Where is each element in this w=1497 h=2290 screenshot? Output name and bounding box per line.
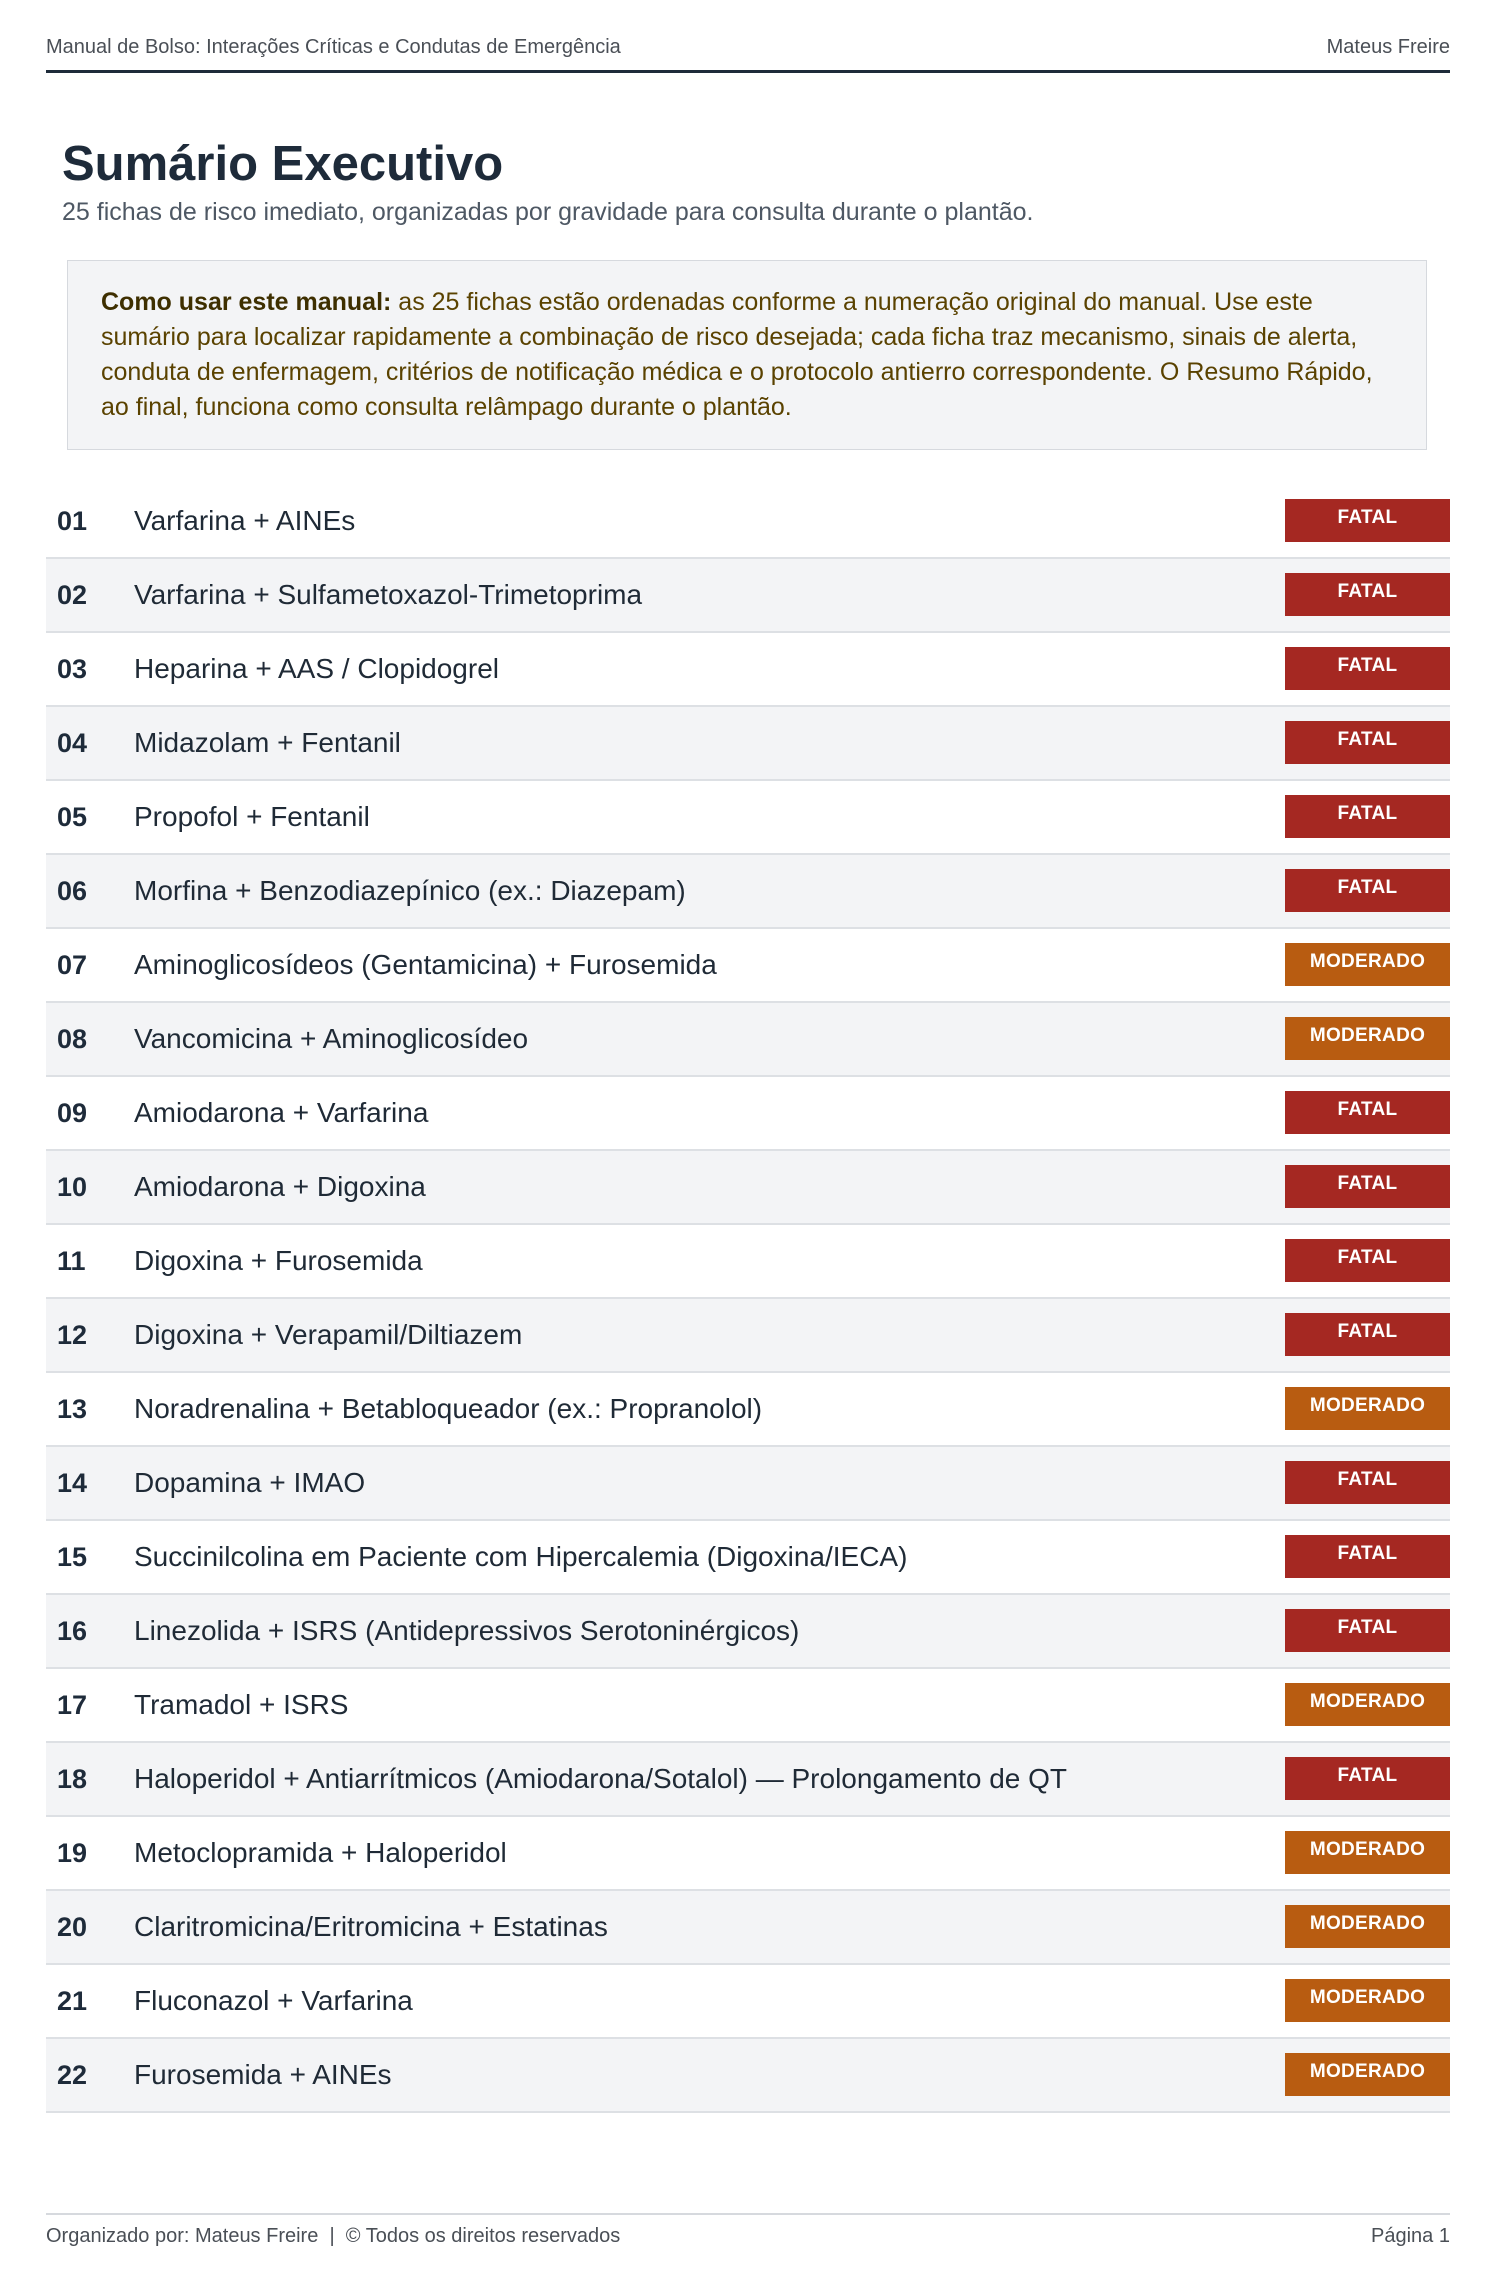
list-item[interactable]: [46, 707, 1450, 781]
list-item[interactable]: [46, 633, 1450, 707]
author-name: Mateus Freire: [1326, 36, 1450, 58]
severity-badge: FATAL: [1285, 1757, 1450, 1800]
item-name: Noradrenalina + Betabloqueador (ex.: Propranolol): [134, 1393, 763, 1424]
list-item[interactable]: [46, 1447, 1450, 1521]
item-number: 16: [57, 1615, 88, 1646]
severity-badge: FATAL: [1285, 1313, 1450, 1356]
list-item[interactable]: [46, 1225, 1450, 1299]
list-item[interactable]: [46, 1521, 1450, 1595]
list-item[interactable]: [46, 1891, 1450, 1965]
list-item[interactable]: [46, 1299, 1450, 1373]
item-name: Haloperidol + Antiarrítmicos (Amiodarona/Sotalol) — Prolongamento de QT: [134, 1763, 1067, 1794]
list-item[interactable]: [46, 781, 1450, 855]
footer-credits: Organizado por: Mateus Freire | © Todos os direitos reservados: [46, 2225, 621, 2247]
item-name: Digoxina + Verapamil/Diltiazem: [134, 1319, 523, 1350]
item-number: 07: [57, 949, 88, 980]
usage-note-label: Como usar este manual:: [101, 288, 392, 316]
list-item[interactable]: [46, 1965, 1450, 2039]
severity-badge: FATAL: [1285, 1461, 1450, 1504]
severity-badge: FATAL: [1285, 869, 1450, 912]
list-item[interactable]: [46, 1669, 1450, 1743]
list-item[interactable]: [46, 1595, 1450, 1669]
item-name: Amiodarona + Varfarina: [134, 1097, 429, 1128]
item-number: 02: [57, 579, 88, 610]
list-item[interactable]: [46, 1373, 1450, 1447]
list-item[interactable]: [46, 1743, 1450, 1817]
page-footer: [46, 2213, 1450, 2248]
list-item[interactable]: [46, 855, 1450, 929]
severity-badge: FATAL: [1285, 795, 1450, 838]
item-name: Dopamina + IMAO: [134, 1467, 366, 1498]
severity-badge: MODERADO: [1285, 1979, 1450, 2022]
item-number: 17: [57, 1689, 88, 1720]
item-number: 15: [57, 1541, 88, 1572]
list-item[interactable]: [46, 1003, 1450, 1077]
item-number: 14: [57, 1467, 88, 1498]
item-name: Furosemida + AINEs: [134, 2059, 392, 2090]
document-title: Manual de Bolso: Interações Críticas e Condutas de Emergência: [46, 36, 621, 58]
item-number: 20: [57, 1911, 88, 1942]
usage-note-text: as 25 fichas estão ordenadas conforme a numeração original do manual. Use este sumário para localizar rapidamente a combinação de risco desejada; cada ficha traz mecanismo, sinais de alerta, conduta de enfermagem, critérios de notificação médica e o protocolo antierro correspondente. O Resumo Rápido, ao final, funciona como consulta relâmpago durante o plantão.: [101, 288, 1373, 421]
item-number: 04: [57, 727, 88, 758]
page-header: [46, 36, 1450, 73]
list-item[interactable]: [46, 2039, 1450, 2113]
page-subtitle: 25 fichas de risco imediato, organizadas por gravidade para consulta durante o plantão.: [62, 198, 1034, 226]
item-name: Propofol + Fentanil: [134, 801, 370, 832]
severity-badge: FATAL: [1285, 721, 1450, 764]
item-number: 19: [57, 1837, 88, 1868]
list-item[interactable]: [46, 929, 1450, 1003]
item-name: Linezolida + ISRS (Antidepressivos Serotoninérgicos): [134, 1615, 800, 1646]
usage-note: [67, 260, 1427, 450]
item-number: 21: [57, 1985, 88, 2016]
item-number: 22: [57, 2059, 88, 2090]
page-title: Sumário Executivo: [62, 137, 504, 191]
item-name: Fluconazol + Varfarina: [134, 1985, 413, 2016]
item-number: 08: [57, 1023, 88, 1054]
item-name: Claritromicina/Eritromicina + Estatinas: [134, 1911, 608, 1942]
severity-badge: MODERADO: [1285, 1831, 1450, 1874]
item-number: 06: [57, 875, 88, 906]
item-number: 12: [57, 1319, 88, 1350]
item-number: 10: [57, 1171, 88, 1202]
severity-badge: FATAL: [1285, 1091, 1450, 1134]
item-number: 03: [57, 653, 88, 684]
item-number: 09: [57, 1097, 88, 1128]
list-item[interactable]: [46, 1817, 1450, 1891]
severity-badge: MODERADO: [1285, 1017, 1450, 1060]
item-name: Morfina + Benzodiazepínico (ex.: Diazepam): [134, 875, 686, 906]
item-number: 13: [57, 1393, 88, 1424]
item-name: Metoclopramida + Haloperidol: [134, 1837, 507, 1868]
item-name: Aminoglicosídeos (Gentamicina) + Furosemida: [134, 949, 717, 980]
item-number: 11: [57, 1245, 86, 1276]
interaction-list: [46, 485, 1450, 2113]
severity-badge: FATAL: [1285, 499, 1450, 542]
severity-badge: MODERADO: [1285, 2053, 1450, 2096]
item-name: Succinilcolina em Paciente com Hipercalemia (Digoxina/IECA): [134, 1541, 908, 1572]
severity-badge: FATAL: [1285, 1239, 1450, 1282]
list-item[interactable]: [46, 485, 1450, 559]
item-name: Varfarina + Sulfametoxazol-Trimetoprima: [134, 579, 643, 610]
item-name: Amiodarona + Digoxina: [134, 1171, 426, 1202]
item-name: Digoxina + Furosemida: [134, 1245, 423, 1276]
severity-badge: MODERADO: [1285, 1387, 1450, 1430]
severity-badge: MODERADO: [1285, 943, 1450, 986]
item-number: 01: [57, 505, 88, 536]
item-number: 18: [57, 1763, 88, 1794]
item-name: Tramadol + ISRS: [134, 1689, 349, 1720]
severity-badge: FATAL: [1285, 1535, 1450, 1578]
severity-badge: FATAL: [1285, 1609, 1450, 1652]
list-item[interactable]: [46, 559, 1450, 633]
severity-badge: FATAL: [1285, 573, 1450, 616]
page-number: Página 1: [1371, 2225, 1450, 2247]
severity-badge: MODERADO: [1285, 1905, 1450, 1948]
item-name: Vancomicina + Aminoglicosídeo: [134, 1023, 529, 1054]
severity-badge: MODERADO: [1285, 1683, 1450, 1726]
list-item[interactable]: [46, 1151, 1450, 1225]
item-name: Varfarina + AINEs: [134, 505, 356, 536]
list-item[interactable]: [46, 1077, 1450, 1151]
item-name: Heparina + AAS / Clopidogrel: [134, 653, 499, 684]
item-number: 05: [57, 801, 88, 832]
item-name: Midazolam + Fentanil: [134, 727, 401, 758]
severity-badge: FATAL: [1285, 647, 1450, 690]
severity-badge: FATAL: [1285, 1165, 1450, 1208]
